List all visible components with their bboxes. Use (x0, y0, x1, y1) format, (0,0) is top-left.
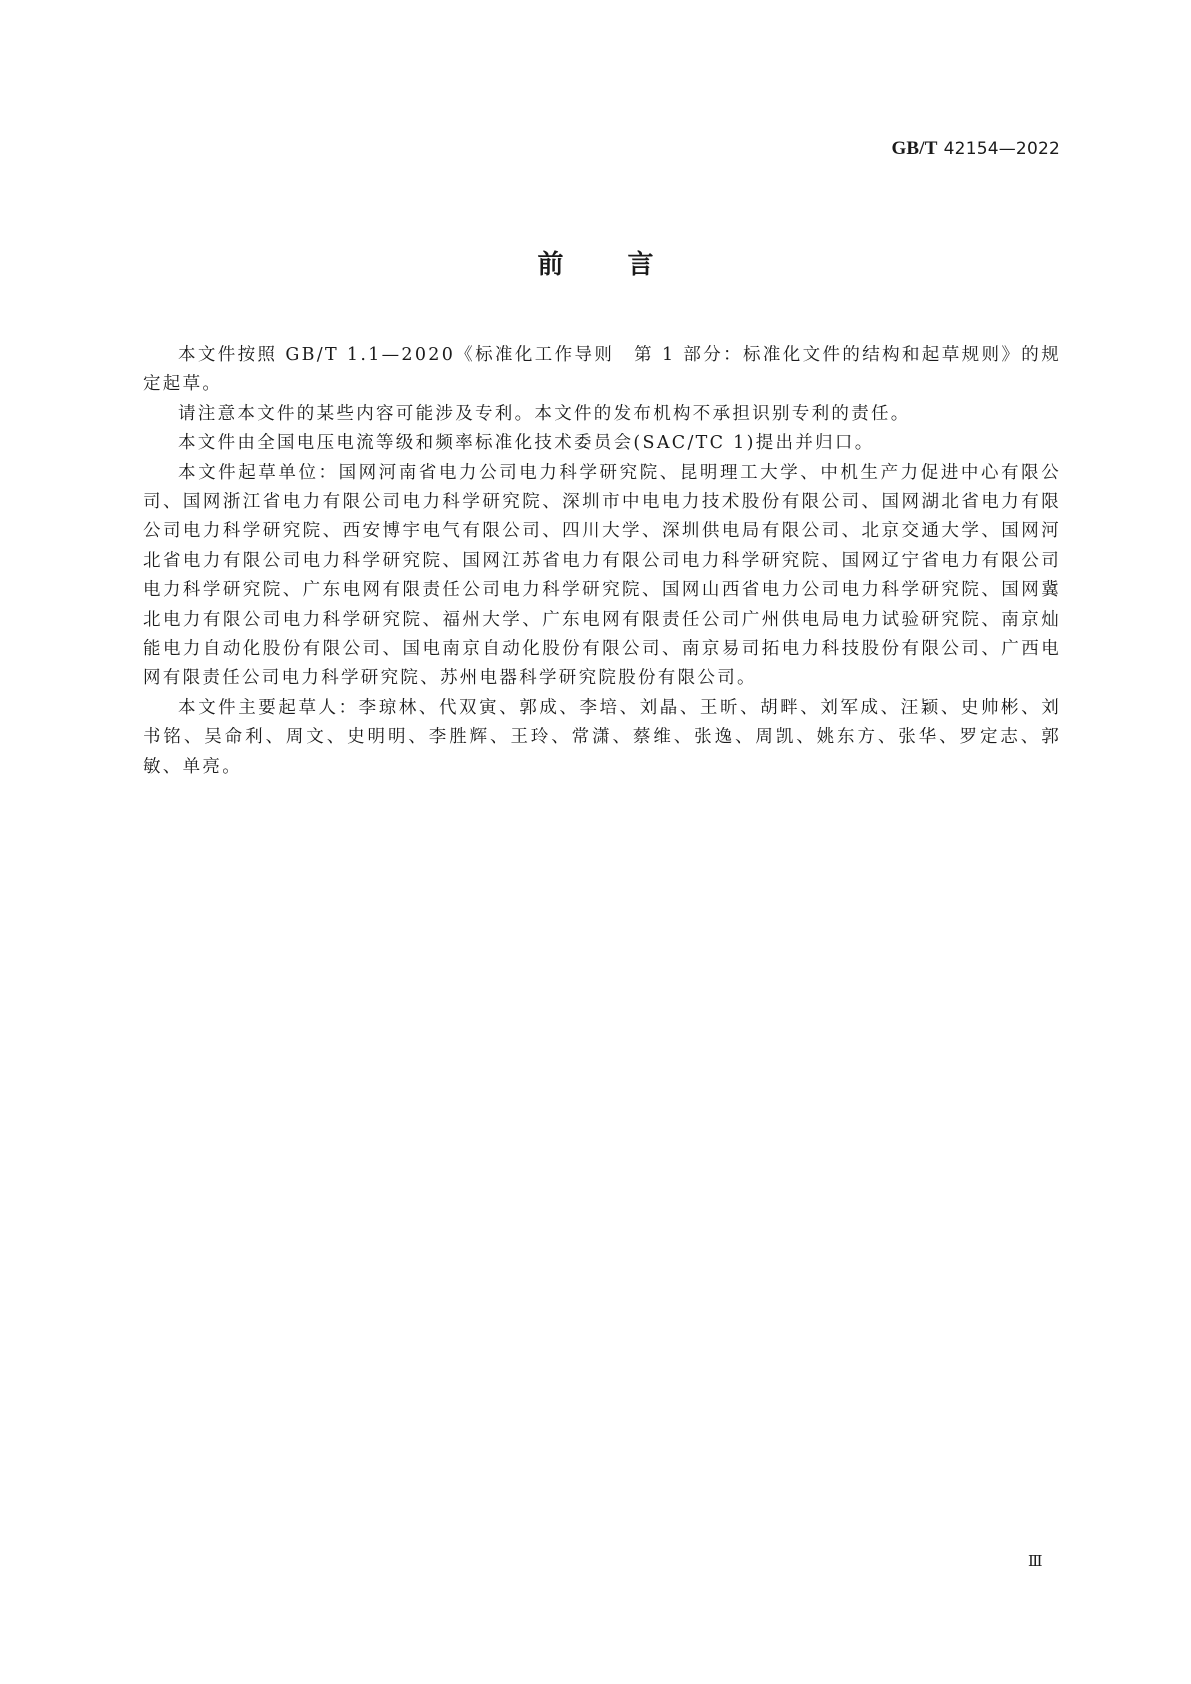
standard-number: 42154—2022 (943, 139, 1060, 159)
title-char-2: 言 (627, 250, 654, 280)
paragraph-drafting-organizations: 本文件起草单位：国网河南省电力公司电力科学研究院、昆明理工大学、中机生产力促进中心有限公司、国网浙江省电力有限公司电力科学研究院、深圳市中电电力技术股份有限公司、国网湖北省电力有限公司电力科学研究院、西安博宇电气有限公司、四川大学、深圳供电局有限公司、北京交通大学、国网河北省电力有限公司电力科学研究院、国网江苏省电力有限公司电力科学研究院、国网辽宁省电力有限公司电力科学研究院、广东电网有限责任公司电力科学研究院、国网山西省电力公司电力科学研究院、国网冀北电力有限公司电力科学研究院、福州大学、广东电网有限责任公司广州供电局电力试验研究院、南京灿能电力自动化股份有限公司、国电南京自动化股份有限公司、南京易司拓电力科技股份有限公司、广西电网有限责任公司电力科学研究院、苏州电器科学研究院股份有限公司。 (143, 462, 1061, 689)
page-number: Ⅲ (1028, 1554, 1042, 1570)
standard-prefix: GB/T (891, 138, 938, 159)
standard-code (891, 138, 1060, 160)
paragraph-drafters: 本文件主要起草人：李琼林、代双寅、郭成、李培、刘晶、王昕、胡畔、刘军成、汪颖、史帅彬、刘书铭、吴命利、周文、史明明、李胜辉、王玲、常潇、蔡维、张逸、周凯、姚东方、张华、罗定志、郭敏、单亮。 (143, 697, 1061, 777)
page-title (0, 244, 1191, 281)
foreword-body (143, 341, 1061, 782)
title-char-1: 前 (537, 250, 564, 280)
paragraph-proposer: 本文件由全国电压电流等级和频率标准化技术委员会(SAC/TC 1)提出并归口。 (178, 433, 875, 454)
paragraph-patent-notice: 请注意本文件的某些内容可能涉及专利。本文件的发布机构不承担识别专利的责任。 (178, 403, 911, 424)
paragraph-drafting-rules: 本文件按照 GB/T 1.1—2020《标准化工作导则 第 1 部分：标准化文件的结构和起草规则》的规定起草。 (143, 345, 1061, 395)
